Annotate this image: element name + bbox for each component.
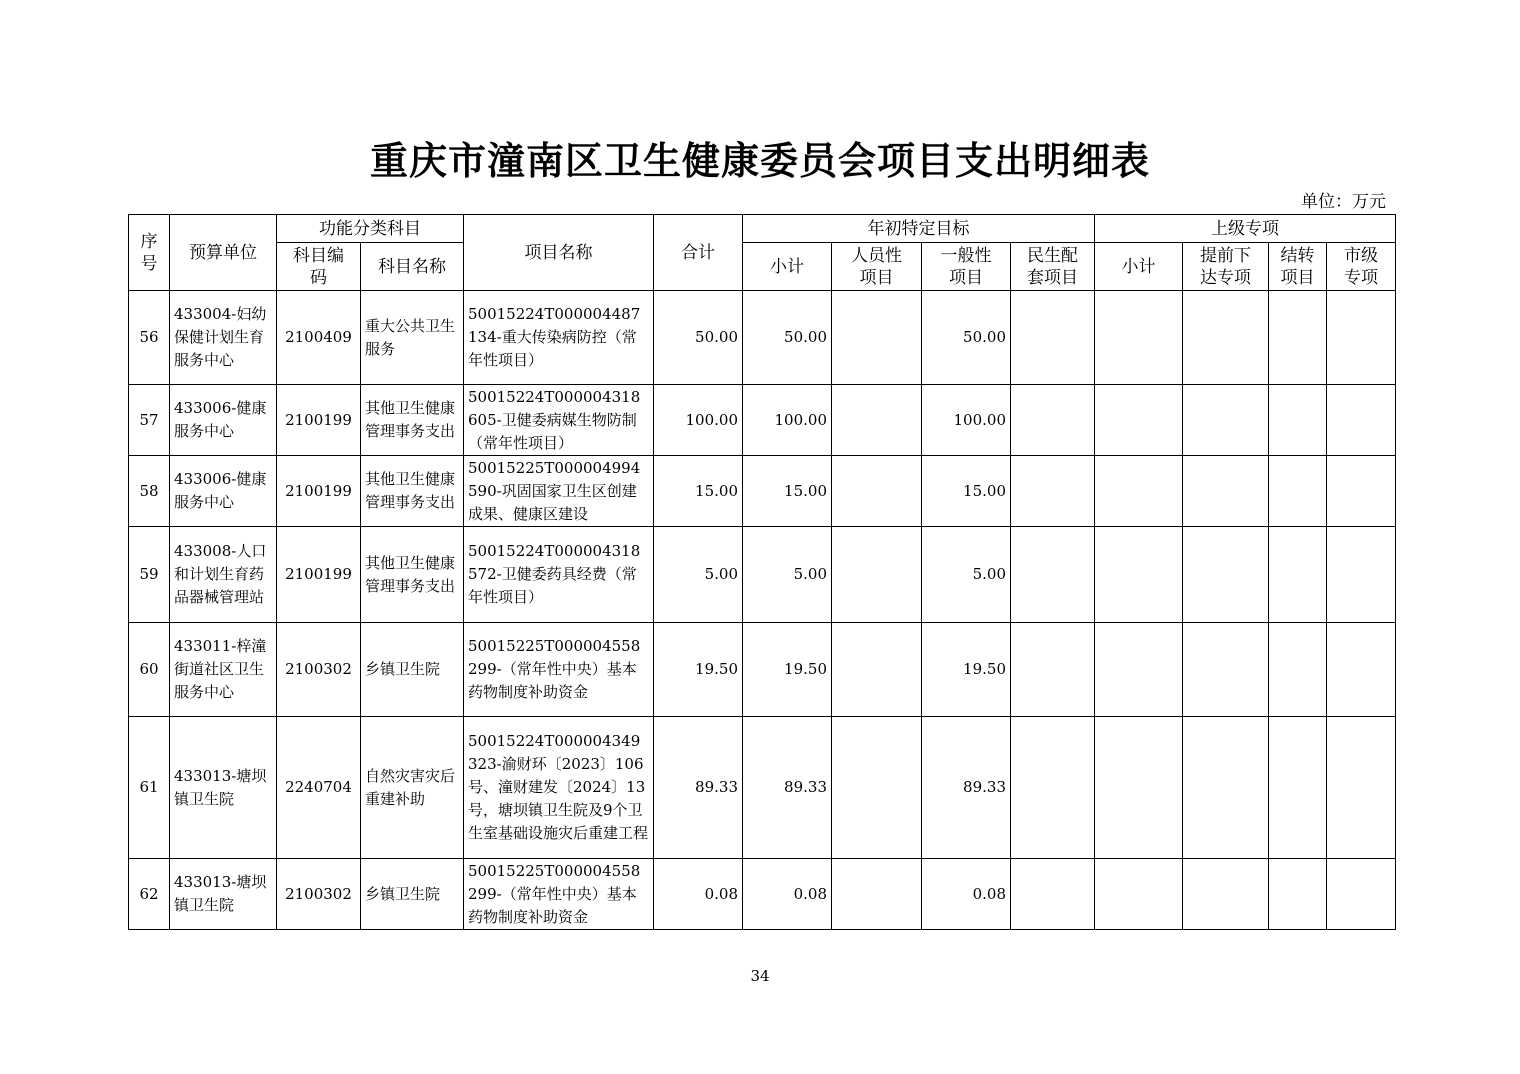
table-body [129,291,1396,930]
cell-carryover [1269,385,1327,456]
cell-livelihood [1011,456,1095,527]
cell-carryover [1269,859,1327,930]
header-general: 一般性项目 [922,243,1011,291]
cell-project-name: 50015225T000004558299-（常年性中央）基本药物制度补助资金 [464,859,654,930]
cell-seq: 58 [129,456,170,527]
cell-superior-subtotal [1095,717,1183,859]
cell-general: 15.00 [922,456,1011,527]
cell-subject-name: 乡镇卫生院 [361,623,464,717]
table-row [129,527,1396,623]
header-personnel: 人员性项目 [832,243,922,291]
cell-superior-subtotal [1095,385,1183,456]
cell-subject-code: 2100199 [277,456,361,527]
cell-advance [1183,623,1269,717]
cell-personnel [832,385,922,456]
header-advance: 提前下达专项 [1183,243,1269,291]
cell-general: 50.00 [922,291,1011,385]
table-row [129,859,1396,930]
cell-advance [1183,527,1269,623]
table-row [129,385,1396,456]
cell-seq: 57 [129,385,170,456]
cell-superior-subtotal [1095,859,1183,930]
cell-budget-unit: 433006-健康服务中心 [170,385,277,456]
cell-personnel [832,291,922,385]
cell-total: 15.00 [654,456,743,527]
cell-personnel [832,623,922,717]
cell-superior-subtotal [1095,291,1183,385]
header-subject-name: 科目名称 [361,243,464,291]
page-title: 重庆市潼南区卫生健康委员会项目支出明细表 [369,138,1150,183]
cell-budget-unit: 433008-人口和计划生育药品器械管理站 [170,527,277,623]
header-annual-target: 年初特定目标 [743,215,1095,243]
cell-city [1327,717,1396,859]
cell-subject-code: 2100409 [277,291,361,385]
cell-carryover [1269,717,1327,859]
cell-subject-code: 2240704 [277,717,361,859]
cell-livelihood [1011,385,1095,456]
cell-project-name: 50015224T000004318605-卫健委病媒生物防制（常年性项目） [464,385,654,456]
cell-general: 19.50 [922,623,1011,717]
table-row [129,717,1396,859]
cell-carryover [1269,456,1327,527]
cell-project-name: 50015224T000004318572-卫健委药具经费（常年性项目） [464,527,654,623]
cell-seq: 61 [129,717,170,859]
cell-budget-unit: 433013-塘坝镇卫生院 [170,717,277,859]
unit-label: 单位：万元 [1301,192,1386,212]
cell-carryover [1269,527,1327,623]
cell-seq: 56 [129,291,170,385]
cell-advance [1183,717,1269,859]
cell-personnel [832,859,922,930]
cell-advance [1183,291,1269,385]
cell-subject-name: 自然灾害灾后重建补助 [361,717,464,859]
cell-superior-subtotal [1095,527,1183,623]
header-subject-code: 科目编码 [277,243,361,291]
cell-total: 100.00 [654,385,743,456]
cell-general: 100.00 [922,385,1011,456]
header-total: 合计 [654,215,743,291]
cell-total: 0.08 [654,859,743,930]
cell-total: 19.50 [654,623,743,717]
cell-annual-subtotal: 5.00 [743,527,832,623]
cell-city [1327,456,1396,527]
page-number: 34 [750,967,770,985]
cell-project-name: 50015225T000004994590-巩固国家卫生区创建成果、健康区建设 [464,456,654,527]
cell-project-name: 50015224T000004349323-渝财环〔2023〕106号、潼财建发〔2024〕13号，塘坝镇卫生院及9个卫生室基础设施灾后重建工程 [464,717,654,859]
cell-livelihood [1011,717,1095,859]
table-row [129,623,1396,717]
header-func-class: 功能分类科目 [277,215,464,243]
cell-subject-name: 其他卫生健康管理事务支出 [361,527,464,623]
cell-general: 0.08 [922,859,1011,930]
cell-budget-unit: 433011-梓潼街道社区卫生服务中心 [170,623,277,717]
cell-city [1327,623,1396,717]
cell-seq: 59 [129,527,170,623]
cell-subject-name: 其他卫生健康管理事务支出 [361,456,464,527]
cell-subject-code: 2100302 [277,859,361,930]
cell-subject-name: 乡镇卫生院 [361,859,464,930]
cell-budget-unit: 433013-塘坝镇卫生院 [170,859,277,930]
cell-advance [1183,456,1269,527]
cell-budget-unit: 433004-妇幼保健计划生育服务中心 [170,291,277,385]
cell-carryover [1269,291,1327,385]
cell-livelihood [1011,527,1095,623]
header-livelihood: 民生配套项目 [1011,243,1095,291]
cell-personnel [832,456,922,527]
cell-general: 5.00 [922,527,1011,623]
cell-subject-code: 2100199 [277,527,361,623]
table-row [129,456,1396,527]
cell-carryover [1269,623,1327,717]
cell-subject-code: 2100302 [277,623,361,717]
cell-annual-subtotal: 15.00 [743,456,832,527]
cell-city [1327,527,1396,623]
header-city: 市级专项 [1327,243,1396,291]
cell-total: 89.33 [654,717,743,859]
cell-total: 50.00 [654,291,743,385]
cell-project-name: 50015225T000004558299-（常年性中央）基本药物制度补助资金 [464,623,654,717]
cell-livelihood [1011,623,1095,717]
cell-seq: 62 [129,859,170,930]
header-annual-subtotal: 小计 [743,243,832,291]
cell-superior-subtotal [1095,623,1183,717]
header-budget-unit: 预算单位 [170,215,277,291]
cell-subject-name: 重大公共卫生服务 [361,291,464,385]
cell-annual-subtotal: 0.08 [743,859,832,930]
cell-general: 89.33 [922,717,1011,859]
cell-total: 5.00 [654,527,743,623]
cell-subject-code: 2100199 [277,385,361,456]
table-header [129,215,1396,291]
table-row [129,291,1396,385]
cell-annual-subtotal: 100.00 [743,385,832,456]
header-superior-subtotal: 小计 [1095,243,1183,291]
header-superior: 上级专项 [1095,215,1396,243]
budget-table [128,214,1396,930]
cell-annual-subtotal: 89.33 [743,717,832,859]
cell-advance [1183,385,1269,456]
header-carryover: 结转项目 [1269,243,1327,291]
cell-city [1327,859,1396,930]
cell-superior-subtotal [1095,456,1183,527]
cell-project-name: 50015224T000004487134-重大传染病防控（常年性项目） [464,291,654,385]
cell-seq: 60 [129,623,170,717]
cell-annual-subtotal: 50.00 [743,291,832,385]
header-seq: 序号 [129,215,170,291]
cell-city [1327,385,1396,456]
cell-annual-subtotal: 19.50 [743,623,832,717]
cell-budget-unit: 433006-健康服务中心 [170,456,277,527]
cell-city [1327,291,1396,385]
cell-personnel [832,527,922,623]
cell-advance [1183,859,1269,930]
cell-personnel [832,717,922,859]
cell-livelihood [1011,859,1095,930]
header-project-name: 项目名称 [464,215,654,291]
cell-subject-name: 其他卫生健康管理事务支出 [361,385,464,456]
cell-livelihood [1011,291,1095,385]
